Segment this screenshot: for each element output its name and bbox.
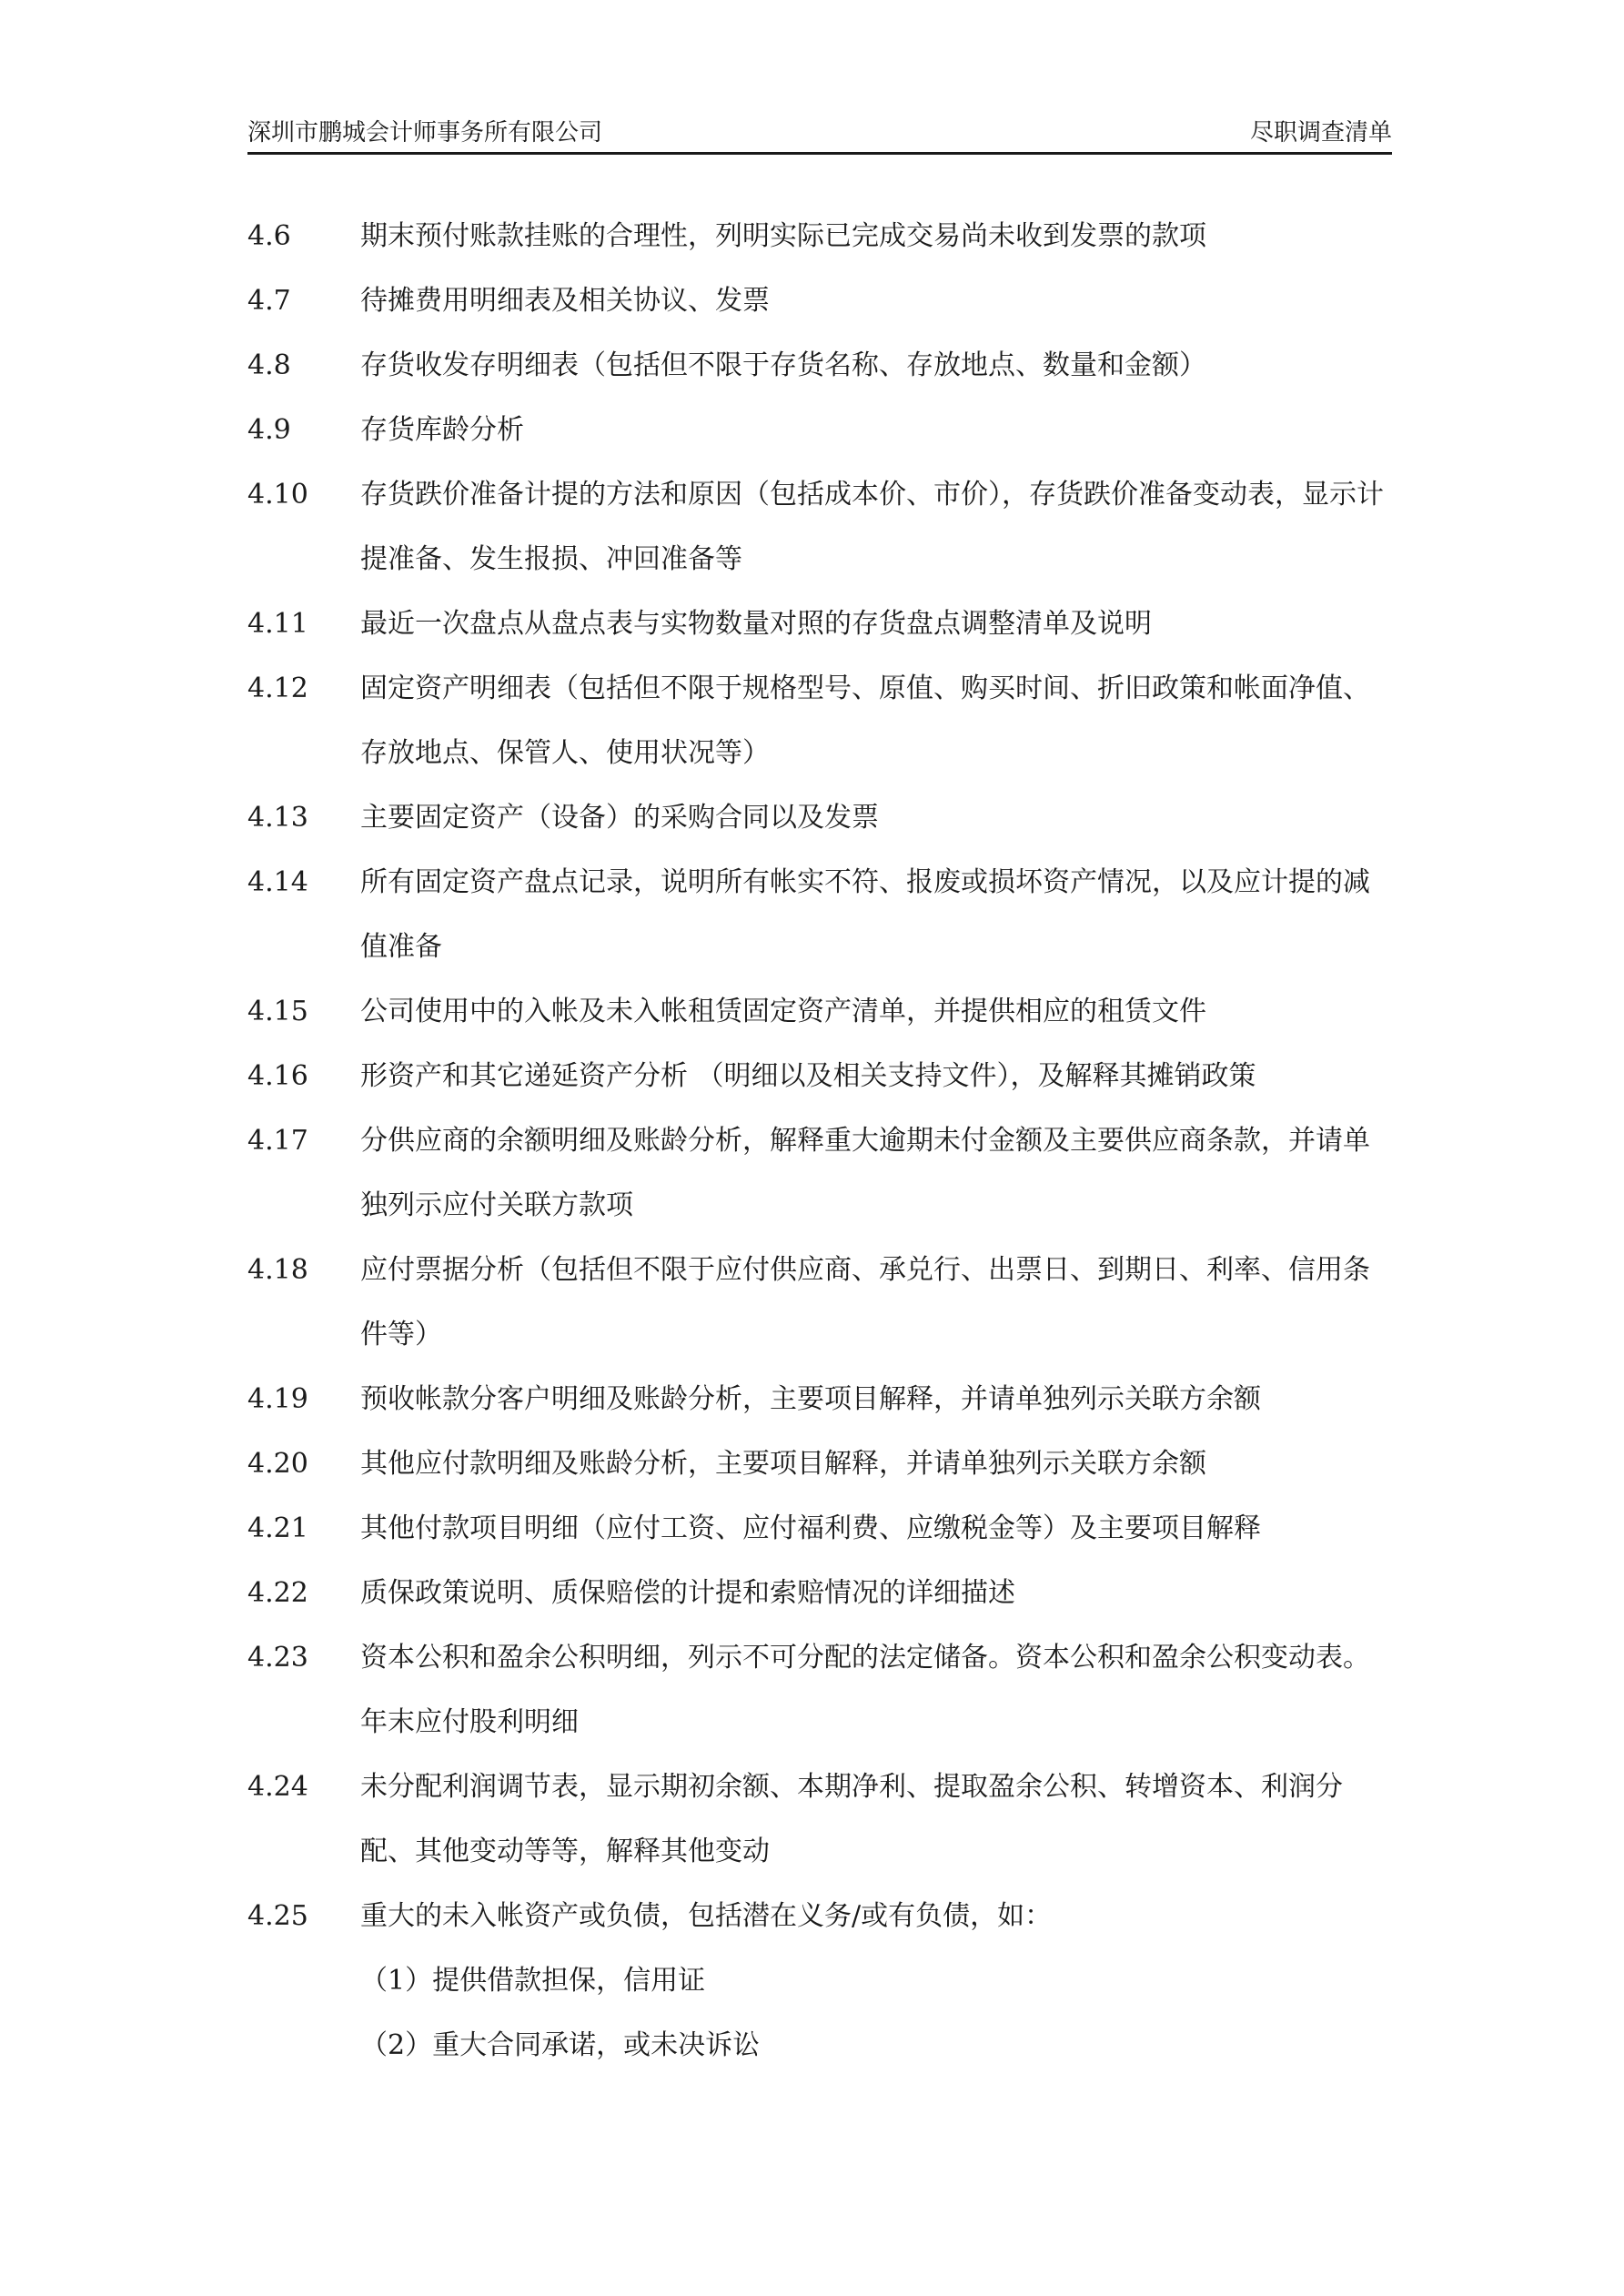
- item-text: 期末预付账款挂账的合理性，列明实际已完成交易尚未收到发票的款项: [360, 220, 1206, 252]
- item-text: 存货跌价准备计提的方法和原因（包括成本价、市价），存货跌价准备变动表，显示计提准备、发生报损、冲回准备等: [360, 479, 1384, 575]
- item-number: 4.17: [247, 1125, 308, 1157]
- list-item: [247, 204, 1394, 268]
- item-number: 4.16: [247, 1060, 308, 1092]
- item-text: 最近一次盘点从盘点表与实物数量对照的存货盘点调整清单及说明: [360, 608, 1152, 640]
- item-number: 4.8: [247, 349, 291, 381]
- list-item: [247, 1108, 1394, 1238]
- item-text: 重大的未入帐资产或负债，包括潜在义务/或有负债，如：: [360, 1900, 1053, 1932]
- item-text: 所有固定资产盘点记录，说明所有帐实不符、报废或损坏资产情况，以及应计提的减值准备: [360, 866, 1370, 963]
- item-number: 4.23: [247, 1642, 308, 1674]
- item-number: 4.11: [247, 608, 308, 640]
- item-text: 质保政策说明、质保赔偿的计提和索赔情况的详细描述: [360, 1577, 1015, 1609]
- company-name: 深圳市鹏城会计师事务所有限公司: [247, 119, 603, 147]
- item-text: 分供应商的余额明细及账龄分析，解释重大逾期未付金额及主要供应商条款，并请单独列示应付关联方款项: [360, 1125, 1370, 1221]
- item-number: 4.25: [247, 1900, 308, 1932]
- item-text: 预收帐款分客户明细及账龄分析，主要项目解释，并请单独列示关联方余额: [360, 1383, 1261, 1415]
- list-item: [247, 1044, 1394, 1108]
- item-number: 4.7: [247, 285, 291, 317]
- item-text: 形资产和其它递延资产分析 （明细以及相关支持文件），及解释其摊销政策: [360, 1060, 1256, 1092]
- document-title: 尽职调查清单: [1249, 119, 1392, 147]
- list-item: [247, 1238, 1394, 1367]
- list-item: [247, 1884, 1394, 1948]
- item-number: 4.18: [247, 1254, 308, 1286]
- item-number: 4.21: [247, 1512, 308, 1544]
- list-item: [247, 1496, 1394, 1561]
- item-number: 4.24: [247, 1771, 308, 1803]
- item-number: 4.9: [247, 414, 291, 446]
- list-item: [247, 462, 1394, 592]
- list-item: [247, 333, 1394, 398]
- sub-item: （1）提供借款担保，信用证: [360, 1965, 706, 1997]
- list-item: [247, 1431, 1394, 1496]
- list-item: [247, 785, 1394, 850]
- page-header: [247, 107, 1392, 155]
- item-number: 4.20: [247, 1448, 308, 1480]
- item-text: 公司使用中的入帐及未入帐租赁固定资产清单，并提供相应的租赁文件: [360, 996, 1206, 1027]
- item-text: 固定资产明细表（包括但不限于规格型号、原值、购买时间、折旧政策和帐面净值、存放地点、保管人、使用状况等）: [360, 673, 1370, 769]
- item-number: 4.13: [247, 802, 308, 834]
- list-item: [247, 1367, 1394, 1431]
- item-text: 其他付款项目明细（应付工资、应付福利费、应缴税金等）及主要项目解释: [360, 1512, 1261, 1544]
- item-number: 4.22: [247, 1577, 308, 1609]
- item-number: 4.15: [247, 996, 308, 1027]
- list-item: [247, 1625, 1394, 1755]
- list-item: [247, 979, 1394, 1044]
- item-number: 4.14: [247, 866, 308, 898]
- list-item: [247, 398, 1394, 462]
- list-item: [247, 268, 1394, 333]
- list-item: [247, 656, 1394, 785]
- list-item: [247, 592, 1394, 656]
- item-number: 4.12: [247, 673, 308, 704]
- item-text: 其他应付款明细及账龄分析，主要项目解释，并请单独列示关联方余额: [360, 1448, 1206, 1480]
- item-text: 资本公积和盈余公积明细，列示不可分配的法定储备。资本公积和盈余公积变动表。年末应付股利明细: [360, 1642, 1370, 1738]
- item-text: 存货库龄分析: [360, 414, 524, 446]
- item-number: 4.10: [247, 479, 308, 511]
- item-number: 4.19: [247, 1383, 308, 1415]
- checklist: [247, 204, 1394, 2078]
- item-text: 待摊费用明细表及相关协议、发票: [360, 285, 770, 317]
- sub-item: （2）重大合同承诺，或未决诉讼: [360, 2029, 761, 2061]
- item-text: 应付票据分析（包括但不限于应付供应商、承兑行、出票日、到期日、利率、信用条件等）: [360, 1254, 1370, 1350]
- item-text: 存货收发存明细表（包括但不限于存货名称、存放地点、数量和金额）: [360, 349, 1206, 381]
- item-text: 主要固定资产（设备）的采购合同以及发票: [360, 802, 879, 834]
- list-item: [247, 1755, 1394, 1884]
- item-number: 4.6: [247, 220, 291, 252]
- item-text: 未分配利润调节表，显示期初余额、本期净利、提取盈余公积、转增资本、利润分配、其他变动等等，解释其他变动: [360, 1771, 1343, 1867]
- list-item: [247, 850, 1394, 979]
- list-item: [247, 1561, 1394, 1625]
